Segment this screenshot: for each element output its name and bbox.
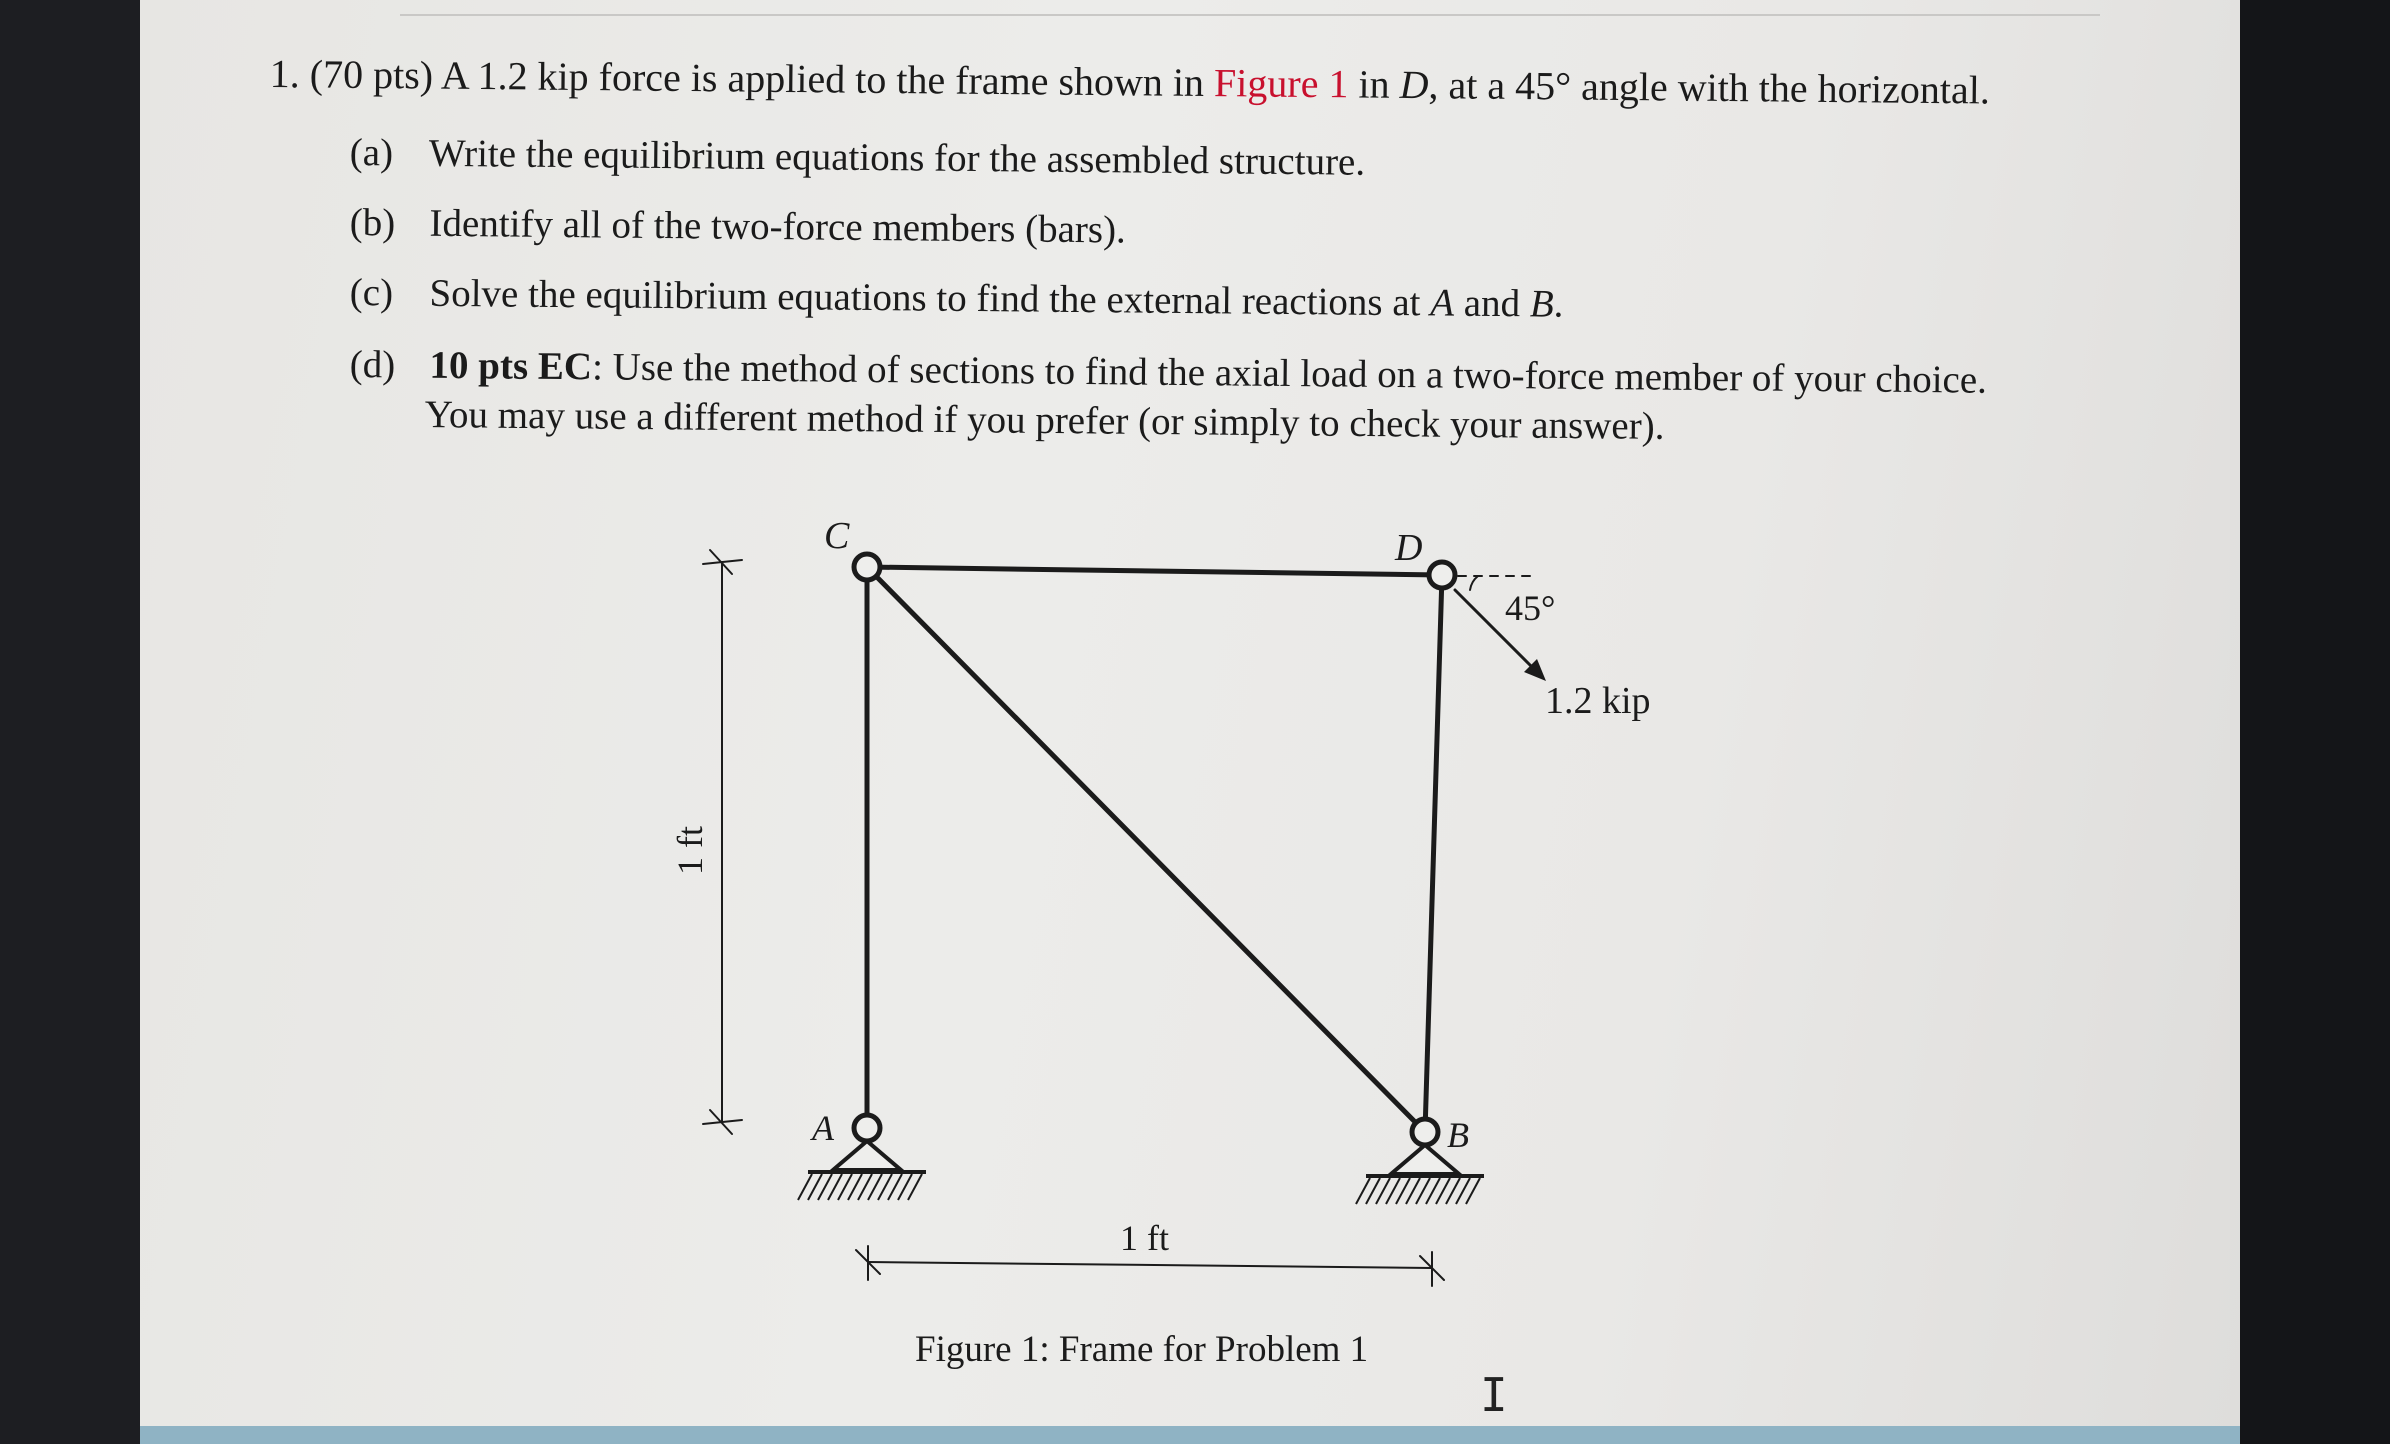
force-label: 1.2 kip <box>1545 680 1651 722</box>
width-dimension-line <box>868 1262 1432 1268</box>
joint-d <box>1429 562 1455 588</box>
label-c: C <box>824 515 850 557</box>
support-a <box>798 1141 926 1200</box>
member-db <box>1425 575 1442 1132</box>
part-c-text: Solve the equilibrium equations to find the external reactions at <box>429 271 1421 325</box>
part-c-a: A <box>1430 281 1455 325</box>
problem-point-d: D <box>1399 61 1429 108</box>
joint-c <box>854 554 880 580</box>
label-b: B <box>1447 1115 1469 1155</box>
angle-arc <box>1470 576 1478 590</box>
part-b-text: Identify all of the two-force members (bars). <box>429 201 1127 252</box>
part-c-tag: (c) <box>349 270 394 315</box>
monitor-bezel <box>2240 0 2390 1444</box>
figure-caption: Figure 1: Frame for Problem 1 <box>915 1329 1369 1370</box>
member-cb <box>867 567 1425 1132</box>
part-a-tag: (a) <box>349 130 394 175</box>
part-a-text: Write the equilibrium equations for the assembled structure. <box>428 131 1366 184</box>
part-b-tag: (b) <box>349 200 396 245</box>
joint-a <box>854 1115 880 1141</box>
problem-number: 1. <box>269 50 300 97</box>
width-dimension-label: 1 ft <box>1120 1218 1169 1258</box>
problem-text-3: , at a 45° angle with the horizontal. <box>1428 62 1991 113</box>
part-c-end: . <box>1553 282 1564 326</box>
height-dimension-label: 1 ft <box>670 826 710 875</box>
part-d-tag: (d) <box>349 342 396 387</box>
document-screen <box>140 0 2300 1430</box>
problem-points: (70 pts) <box>309 51 434 98</box>
part-d-text2: You may use a different method if you prefer (or simply to check your answer). <box>424 392 1665 448</box>
taskbar-strip <box>140 1426 2300 1444</box>
member-cd <box>867 567 1442 575</box>
text-cursor-icon: I <box>1480 1368 1508 1422</box>
angle-label: 45° <box>1505 588 1556 628</box>
problem-text-1: A 1.2 kip force is applied to the frame shown in <box>440 52 1205 105</box>
figure-link[interactable]: Figure 1 <box>1213 60 1349 107</box>
problem-text-2: in <box>1358 61 1390 107</box>
joint-b <box>1412 1119 1438 1145</box>
label-d: D <box>1395 527 1423 569</box>
label-a: A <box>812 1108 834 1148</box>
part-d-bold: 10 pts EC <box>429 343 593 389</box>
frame-figure <box>140 0 2300 1430</box>
part-c-b: B <box>1529 282 1554 326</box>
part-d-text: : Use the method of sections to find the axial load on a two-force member of your choice. <box>591 345 1988 402</box>
part-c-and: and <box>1463 281 1521 326</box>
